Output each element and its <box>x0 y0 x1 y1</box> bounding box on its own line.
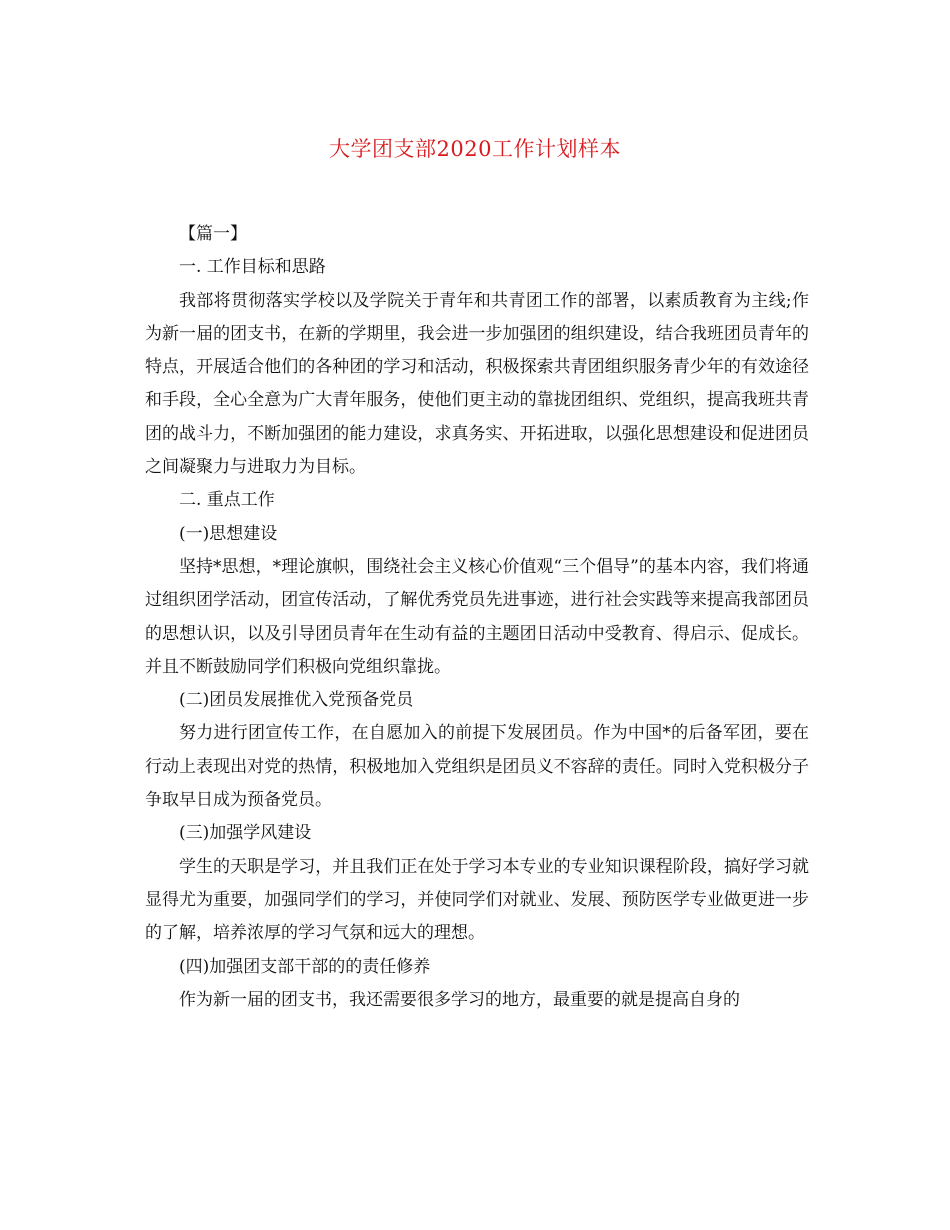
document-body <box>145 218 809 1017</box>
subsection-heading: (三)加强学风建设 <box>179 823 312 844</box>
section-heading: 二. 重点工作 <box>179 490 275 511</box>
body-paragraph: 学生的天职是学习，并且我们正在处于学习本专业的专业知识课程阶段，搞好学习就显得尤为重要，加强同学们的学习，并使同学们对就业、发展、预防医学专业做更进一步的了解，培养浓厚的学习气氛和远大的理想。 <box>145 856 809 944</box>
subsection-heading: (一)思想建设 <box>179 523 278 544</box>
section-marker: 【篇一】 <box>179 224 247 244</box>
body-paragraph: 努力进行团宣传工作，在自愿加入的前提下发展团员。作为中国*的后备军团，要在行动上表现出对党的热情，积极地加入党组织是团员义不容辞的责任。同时入党积极分子争取早日成为预备党员。 <box>145 723 809 811</box>
body-paragraph: 坚持*思想，*理论旗帜，围绕社会主义核心价值观“三个倡导”的基本内容，我们将通过组织团学活动，团宣传活动，了解优秀党员先进事迹，进行社会实践等来提高我部团员的思想认识，以及引导团员青年在生动有益的主题团日活动中受教育、得启示、促成长。并且不断鼓励同学们积极向党组织靠拢。 <box>145 556 809 677</box>
body-paragraph: 作为新一届的团支书，我还需要很多学习的地方，最重要的就是提高自身的 <box>179 989 740 1010</box>
document-title: 大学团支部2020工作计划样本 <box>329 137 621 161</box>
subsection-heading: (四)加强团支部干部的的责任修养 <box>179 956 431 977</box>
subsection-heading: (二)团员发展推优入党预备党员 <box>179 690 414 711</box>
body-paragraph: 我部将贯彻落实学校以及学院关于青年和共青团工作的部署，以素质教育为主线;作为新一届的团支书，在新的学期里，我会进一步加强团的组织建设，结合我班团员青年的特点，开展适合他们的各种团的学习和活动，积极探索共青团组织服务青少年的有效途径和手段，全心全意为广大青年服务，使他们更主动的靠拢团组织、党组织，提高我班共青团的战斗力，不断加强团的能力建设，求真务实、开拓进取，以强化思想建设和促进团员之间凝聚力与进取力为目标。 <box>145 290 809 478</box>
section-heading: 一. 工作目标和思路 <box>179 257 326 278</box>
